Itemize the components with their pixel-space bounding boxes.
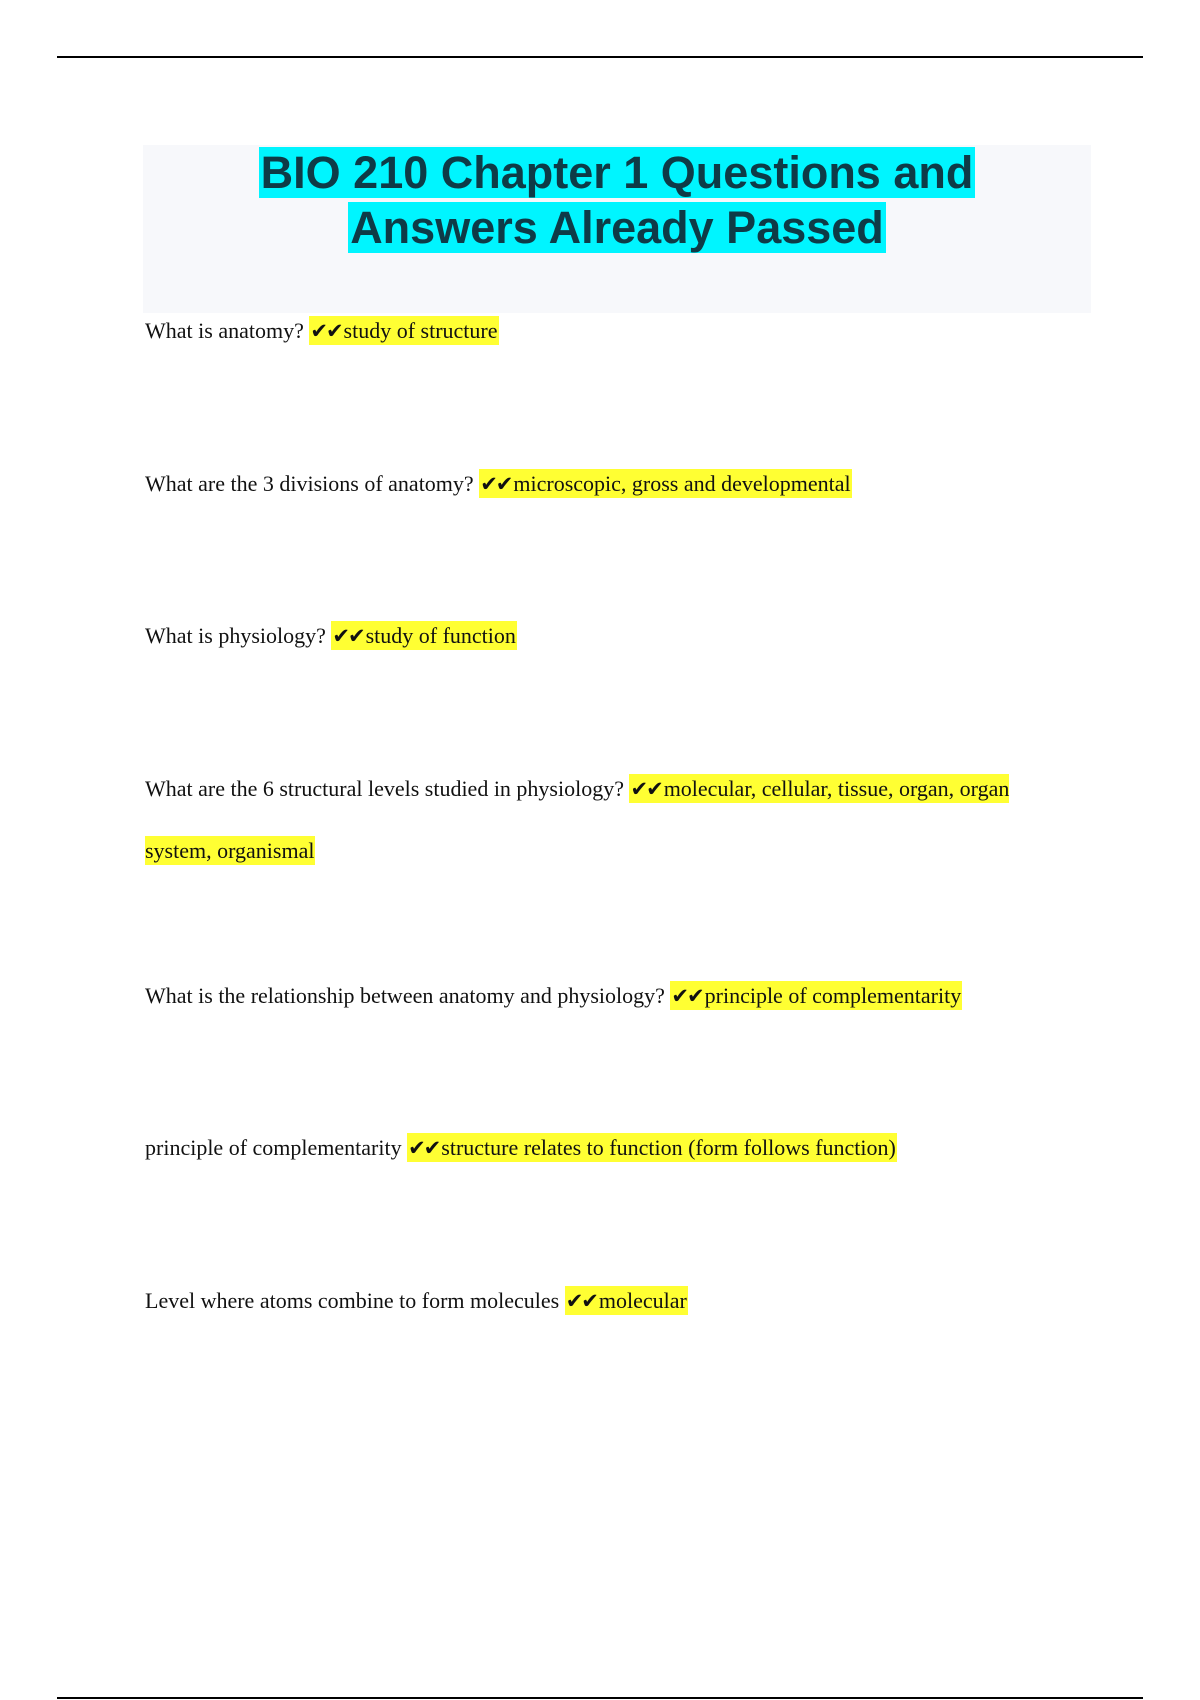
qa-item-physiology (145, 605, 1145, 667)
question-text: What are the 3 divisions of anatomy? (145, 471, 480, 496)
bottom-rule (57, 1697, 1143, 1699)
title-line-1: BIO 210 Chapter 1 Questions and (260, 147, 974, 198)
question-text: What is anatomy? (145, 318, 310, 343)
question-text: What is physiology? (145, 623, 332, 648)
answer-text: study of function (365, 623, 516, 648)
question-text: What are the 6 structural levels studied in physiology? (145, 776, 630, 801)
qa-item-molecular (145, 1270, 1145, 1332)
question-text: principle of complementarity (145, 1135, 408, 1160)
answer-highlight (565, 1286, 688, 1315)
double-check-icon: ✔✔ (671, 984, 703, 1008)
answer-text: molecular, cellular, tissue, organ, organ system, organismal (145, 776, 1010, 863)
qa-item-relationship (145, 965, 1145, 1027)
double-check-icon: ✔✔ (565, 1289, 597, 1313)
answer-highlight (309, 316, 498, 345)
question-text: Level where atoms combine to form molecules (145, 1288, 565, 1313)
answer-highlight (670, 981, 962, 1010)
top-rule (57, 56, 1143, 58)
answer-text: molecular (598, 1288, 687, 1313)
answer-text: principle of complementarity (704, 983, 962, 1008)
qa-item-structural-levels (145, 758, 1045, 881)
title-block (143, 145, 1091, 313)
double-check-icon: ✔✔ (408, 1136, 440, 1160)
qa-item-complementarity (145, 1117, 1145, 1179)
answer-highlight (479, 469, 851, 498)
answer-text: microscopic, gross and developmental (513, 471, 851, 496)
qa-item-divisions (145, 453, 1145, 515)
double-check-icon: ✔✔ (630, 777, 662, 801)
answer-text: structure relates to function (form follows function) (441, 1135, 896, 1160)
answer-highlight (407, 1133, 897, 1162)
page-title (143, 145, 1091, 255)
question-text: What is the relationship between anatomy and physiology? (145, 983, 671, 1008)
double-check-icon: ✔✔ (332, 624, 364, 648)
double-check-icon: ✔✔ (310, 319, 342, 343)
qa-item-anatomy (145, 300, 1145, 362)
title-line-2: Answers Already Passed (350, 202, 884, 253)
double-check-icon: ✔✔ (480, 472, 512, 496)
answer-text: study of structure (343, 318, 498, 343)
answer-highlight (331, 621, 517, 650)
